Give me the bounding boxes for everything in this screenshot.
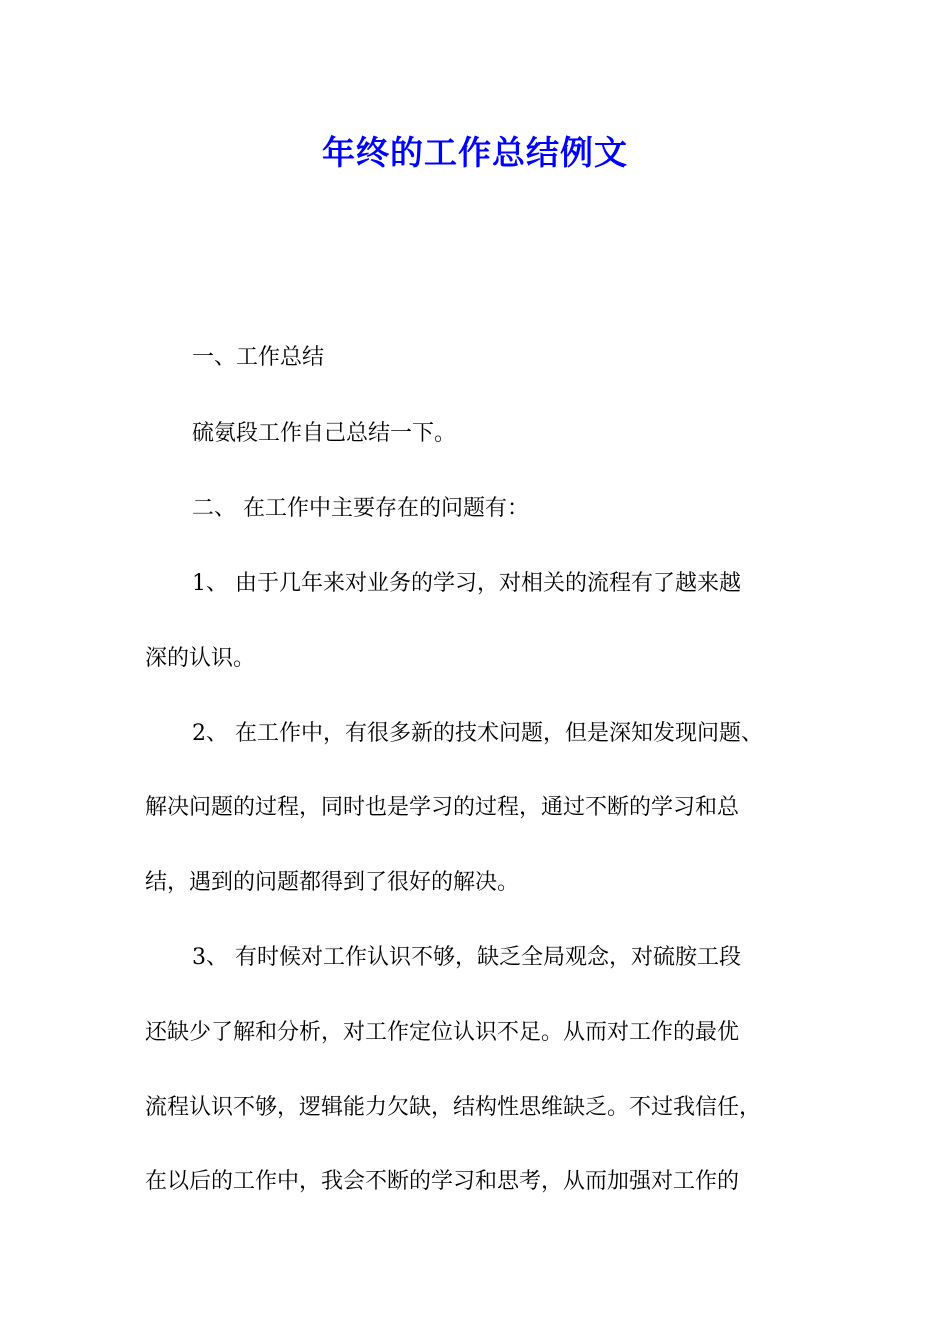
paragraph-line: 硫氨段工作自己总结一下。: [192, 421, 457, 446]
list-item-3-line: 3、 有时候对工作认识不够，缺乏全局观念，对硫胺工段: [192, 945, 741, 970]
document-title: 年终的工作总结例文: [322, 133, 628, 172]
list-item-3-line: 流程认识不够，逻辑能力欠缺，结构性思维缺乏。不过我信任，: [145, 1095, 762, 1120]
section-heading-problems: 二、 在工作中主要存在的问题有：: [192, 496, 529, 521]
list-item-3-line: 还缺少了解和分析，对工作定位认识不足。从而对工作的最优: [145, 1020, 740, 1045]
list-item-2-line: 2、 在工作中，有很多新的技术问题，但是深知发现问题、: [192, 721, 763, 746]
list-item-2-line: 解决问题的过程，同时也是学习的过程，通过不断的学习和总: [145, 795, 740, 820]
list-item-2-line: 结，遇到的问题都得到了很好的解决。: [145, 870, 520, 895]
list-item-3-line: 在以后的工作中，我会不断的学习和思考，从而加强对工作的: [145, 1169, 740, 1194]
list-item-1-line: 深的认识。: [145, 646, 256, 671]
section-heading-work-summary: 一、工作总结: [192, 345, 325, 370]
list-item-1-line: 1、 由于几年来对业务的学习，对相关的流程有了越来越: [192, 571, 741, 596]
